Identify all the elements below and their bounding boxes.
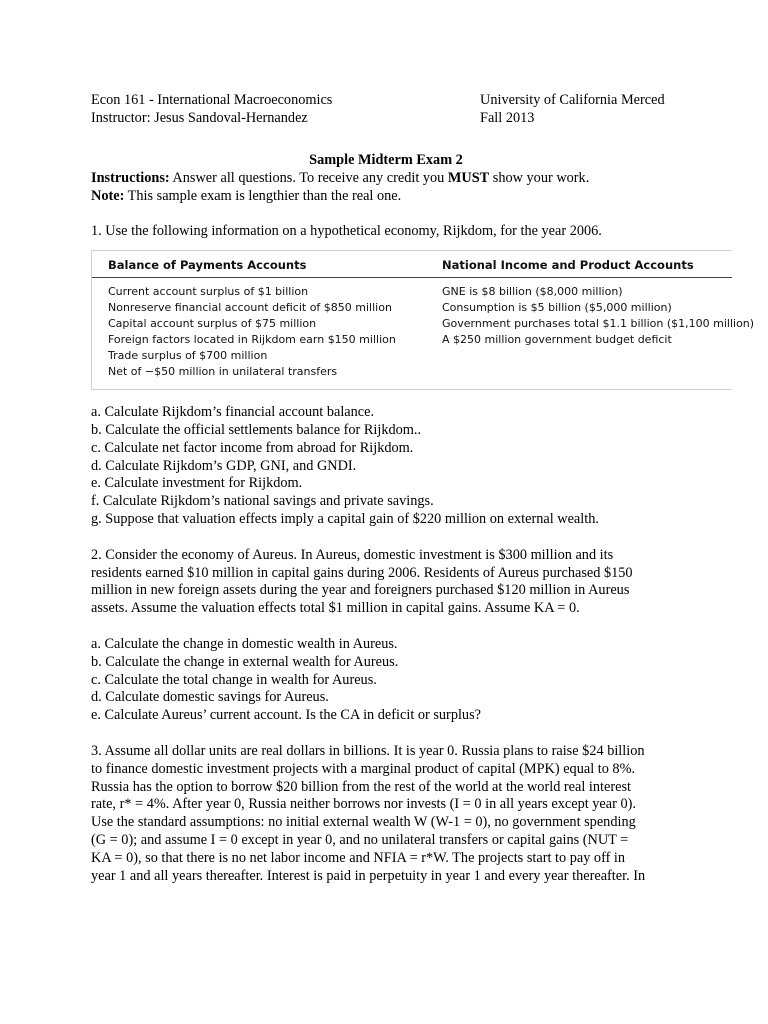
question-part: c. Calculate the total change in wealth for Aureus.: [91, 671, 377, 688]
bop-column: [108, 284, 396, 380]
nipa-column: [442, 284, 754, 348]
table-header-nipa: National Income and Product Accounts: [442, 258, 694, 273]
instructions-emphasis: MUST: [447, 169, 490, 186]
instructions-text-after: show your work.: [489, 169, 590, 186]
table-header-bop: Balance of Payments Accounts: [108, 258, 307, 273]
table-cell: GNE is $8 billion ($8,000 million): [442, 285, 623, 299]
text-line: million in new foreign assets during the year and foreigners purchased $120 million in Aureus: [91, 582, 630, 599]
instructions-text-before: Answer all questions. To receive any credit you: [169, 169, 448, 186]
header-left: [91, 92, 332, 128]
header: [91, 92, 731, 132]
instructions-label: Instructions:: [91, 169, 170, 186]
university-name: University of California Merced: [480, 92, 665, 108]
question-1-parts: [91, 404, 731, 529]
rijkdom-data-table: [91, 250, 755, 390]
table-cell: A $250 million government budget deficit: [442, 333, 672, 347]
question-part: a. Calculate Rijkdom’s financial account balance.: [91, 404, 375, 421]
question-part: c. Calculate net factor income from abroad for Rijkdom.: [91, 439, 414, 456]
question-part: g. Suppose that valuation effects imply a capital gain of $220 million on external wealth.: [91, 510, 599, 527]
question-2-parts: [91, 636, 731, 725]
text-line: to finance domestic investment projects with a marginal product of capital (MPK) equal to 8%.: [91, 760, 636, 777]
header-right: [480, 92, 665, 128]
question-part: d. Calculate Rijkdom’s GDP, GNI, and GNDI.: [91, 457, 357, 474]
question-part: a. Calculate the change in domestic wealth in Aureus.: [91, 635, 398, 652]
table-cell: Capital account surplus of $75 million: [108, 317, 317, 331]
course-name: Econ 161 - International Macroeconomics: [91, 92, 333, 108]
question-part: f. Calculate Rijkdom’s national savings and private savings.: [91, 493, 434, 510]
table-cell: Consumption is $5 billion ($5,000 million): [442, 301, 672, 315]
note-text: This sample exam is lengthier than the real one.: [124, 187, 402, 204]
exam-page: [91, 92, 755, 885]
text-line: assets. Assume the valuation effects total $1 million in capital gains. Assume KA = 0.: [91, 600, 580, 617]
question-2-text: [91, 547, 731, 618]
text-line: Use the standard assumptions: no initial external wealth W (W-1 = 0), no government spending: [91, 814, 636, 831]
text-line: rate, r* = 4%. After year 0, Russia neither borrows nor invests (I = 0 in all years except year 0).: [91, 796, 636, 813]
text-line: KA = 0), so that there is no net labor income and NFIA = r*W. The projects start to pay off in: [91, 849, 626, 866]
text-line: (G = 0); and assume I = 0 except in year 0, and no unilateral transfers or capital gains (NUT =: [91, 831, 629, 848]
note: [91, 188, 731, 206]
table-cell: Trade surplus of $700 million: [108, 349, 268, 363]
question-part: e. Calculate Aureus’ current account. Is the CA in deficit or surplus?: [91, 707, 481, 724]
text-line: year 1 and all years thereafter. Interest is paid in perpetuity in year 1 and every year thereafter. In: [91, 867, 646, 884]
table-cell: Foreign factors located in Rijkdom earn $150 million: [108, 333, 396, 347]
exam-title: Sample Midterm Exam 2: [309, 152, 463, 168]
question-part: d. Calculate domestic savings for Aureus.: [91, 689, 329, 706]
question-part: b. Calculate the official settlements balance for Rijkdom..: [91, 421, 422, 438]
table-cell: Net of −$50 million in unilateral transfers: [108, 365, 338, 379]
question-part: e. Calculate investment for Rijkdom.: [91, 475, 303, 492]
question-1-intro: 1. Use the following information on a hypothetical economy, Rijkdom, for the year 2006.: [91, 223, 602, 240]
instructions: [91, 170, 731, 188]
note-label: Note:: [91, 187, 125, 204]
table-cell: Government purchases total $1.1 billion ($1,100 million): [442, 317, 755, 331]
question-3-text: [91, 743, 731, 885]
text-line: residents earned $10 million in capital gains during 2006. Residents of Aureus purchased $150: [91, 564, 633, 581]
table-header-row: [92, 251, 732, 278]
table-cell: Nonreserve financial account deficit of $850 million: [108, 301, 392, 315]
question-part: b. Calculate the change in external wealth for Aureus.: [91, 653, 399, 670]
text-line: 3. Assume all dollar units are real dollars in billions. It is year 0. Russia plans to raise $24 billion: [91, 742, 645, 759]
table-cell: Current account surplus of $1 billion: [108, 285, 309, 299]
instructor-name: Instructor: Jesus Sandoval-Hernandez: [91, 109, 308, 126]
term: Fall 2013: [480, 109, 535, 126]
text-line: Russia has the option to borrow $20 billion from the rest of the world at the world real interest: [91, 778, 631, 795]
text-line: 2. Consider the economy of Aureus. In Aureus, domestic investment is $300 million and its: [91, 546, 614, 563]
